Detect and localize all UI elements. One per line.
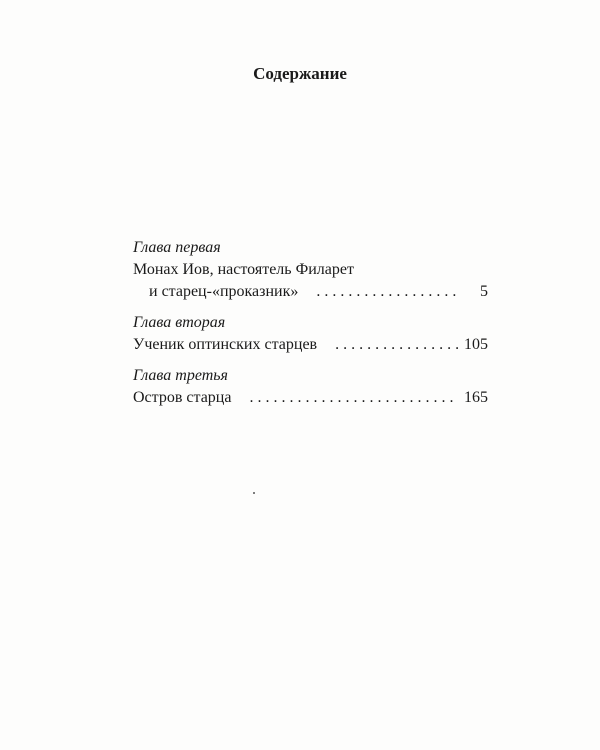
page-number: 105 <box>464 336 488 353</box>
dot-leader <box>249 387 458 409</box>
table-of-contents <box>133 237 488 418</box>
page-number: 165 <box>464 389 488 406</box>
toc-chapter-2 <box>133 312 488 356</box>
toc-entry[interactable] <box>133 334 488 356</box>
chapter-title-line: Ученик оптинских старцев <box>133 336 318 353</box>
chapter-title-line: Монах Иов, настоятель Филарет <box>133 261 354 278</box>
chapter-label: Глава первая <box>133 239 221 256</box>
chapter-label: Глава третья <box>133 367 228 384</box>
print-speck <box>253 492 255 494</box>
chapter-title-line: и старец-«проказник» <box>149 283 299 300</box>
toc-entry[interactable] <box>133 387 488 409</box>
toc-chapter-3 <box>133 365 488 409</box>
chapter-label: Глава вторая <box>133 314 226 331</box>
dot-leader <box>316 281 458 303</box>
page-title: Содержание <box>253 64 347 83</box>
page-number: 5 <box>480 283 488 300</box>
toc-chapter-1 <box>133 237 488 303</box>
chapter-title-line: Остров старца <box>133 389 232 406</box>
dot-leader <box>335 334 458 356</box>
toc-entry[interactable] <box>133 281 488 303</box>
